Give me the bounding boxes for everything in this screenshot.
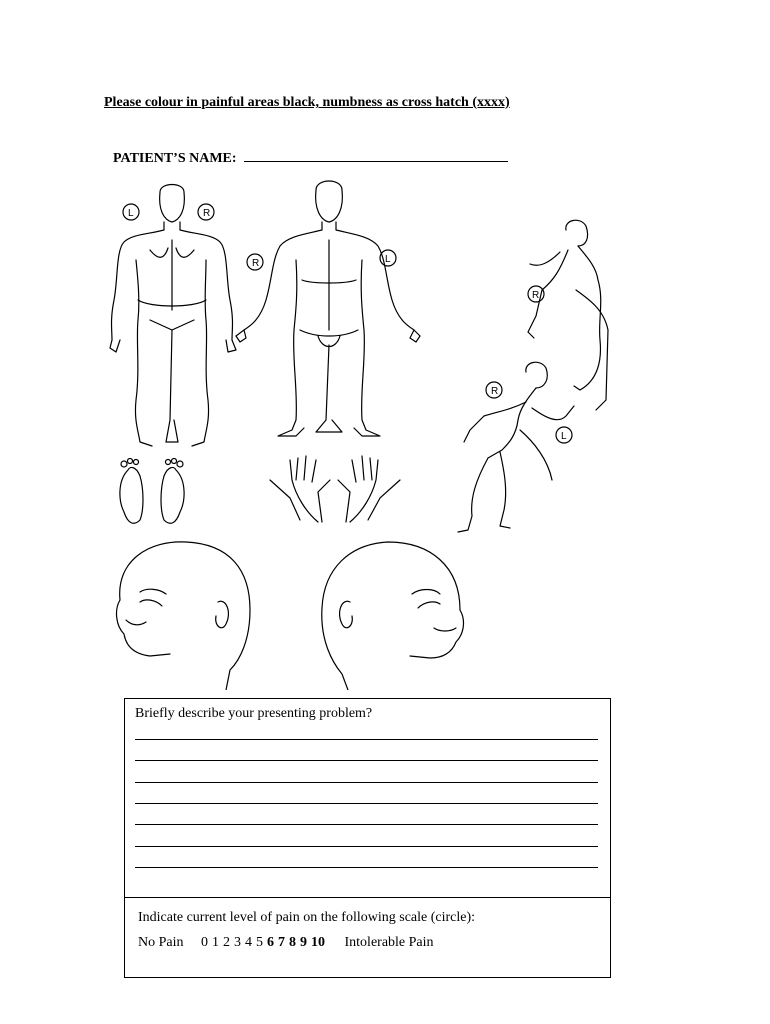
soles-of-feet[interactable] [120,459,184,524]
body-back-figure[interactable] [110,185,236,447]
answer-line[interactable] [135,846,598,847]
pain-scale-option[interactable]: 10 [311,935,325,950]
answer-line[interactable] [135,867,598,868]
pain-scale-option[interactable]: 7 [278,935,285,950]
pain-scale-option[interactable]: 9 [300,935,307,950]
pain-scale-option[interactable]: 1 [212,935,219,950]
pain-scale-option[interactable]: 4 [245,935,252,950]
side-label: R [203,208,211,219]
pain-max-label: Intolerable Pain [344,935,434,950]
side-label: R [491,386,499,397]
answer-line[interactable] [135,760,598,761]
pain-scale [138,935,434,951]
pain-prompt: Indicate current level of pain on the following scale (circle): [138,910,476,925]
section-divider [125,897,610,898]
patient-name-row [113,148,508,167]
pain-scale-option[interactable]: 3 [234,935,241,950]
answer-line[interactable] [135,803,598,804]
hands[interactable] [270,456,400,522]
pain-min-label: No Pain [138,935,184,950]
body-front-figure[interactable] [236,181,420,436]
head-left-profile[interactable] [117,542,250,690]
instruction-heading: Please colour in painful areas black, numbness as cross hatch (xxxx) [104,95,510,110]
pain-scale-option[interactable]: 2 [223,935,230,950]
pain-scale-option[interactable]: 8 [289,935,296,950]
problem-box [124,698,611,978]
side-label: R [532,290,540,301]
patient-name-label: PATIENT’S NAME: [113,151,237,166]
body-diagram[interactable] [0,180,770,690]
patient-name-field[interactable] [244,148,508,162]
side-label: L [128,208,134,219]
runner-figure-bottom[interactable] [458,362,574,532]
pain-scale-option[interactable]: 6 [267,935,274,950]
answer-line[interactable] [135,782,598,783]
answer-line[interactable] [135,739,598,740]
problem-prompt: Briefly describe your presenting problem? [135,706,373,721]
pain-scale-option[interactable]: 5 [256,935,263,950]
side-label: L [385,254,391,265]
side-label: L [561,431,567,442]
side-label: R [252,258,260,269]
runner-figure-top[interactable] [528,220,608,410]
pain-scale-option[interactable]: 0 [201,935,208,950]
head-right-profile[interactable] [322,542,464,690]
answer-line[interactable] [135,824,598,825]
